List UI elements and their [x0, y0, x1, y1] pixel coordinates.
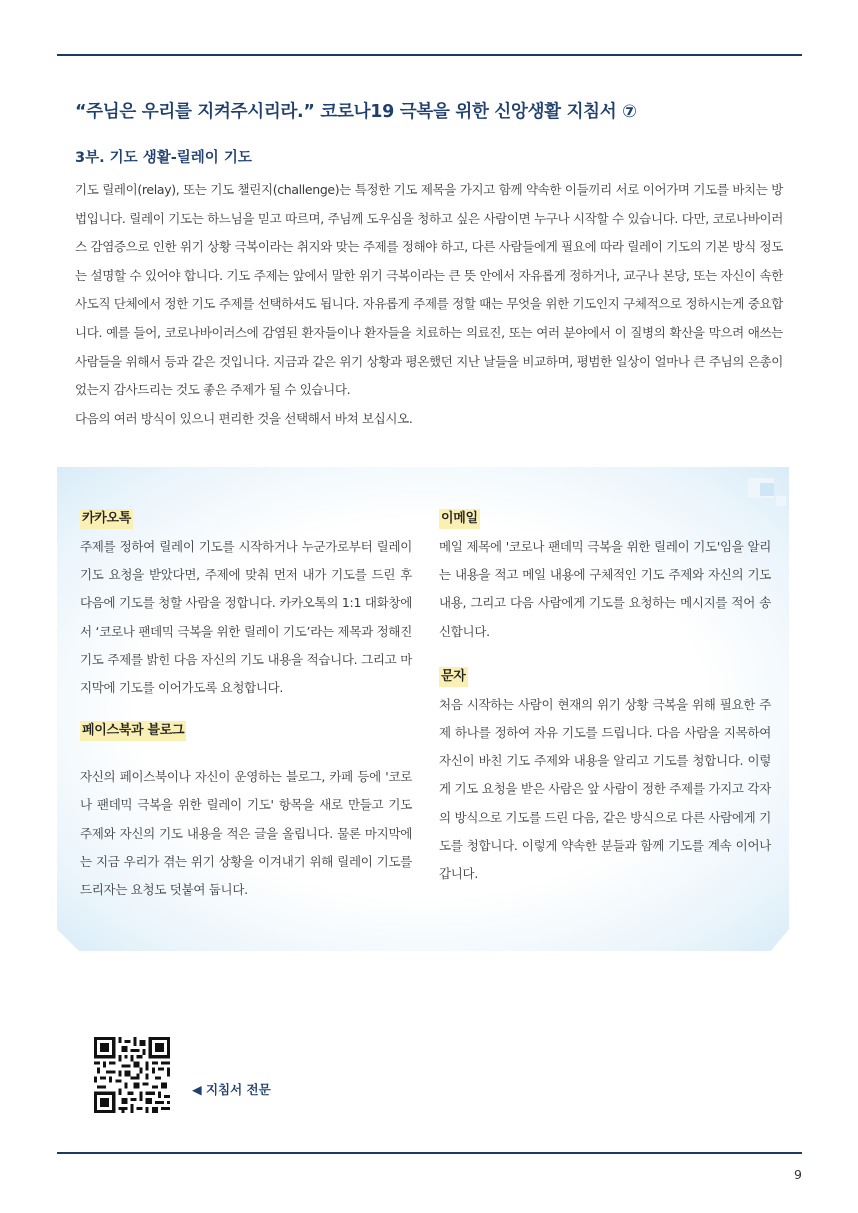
methods-right-column — [439, 504, 771, 888]
sms-body: 처음 시작하는 사람이 현재의 위기 상황 극복을 위해 필요한 주제 하나를 정하여 자유 기도를 드립니다. 다음 사람을 지목하여 자신이 바친 기도 주제와 내용을 알리고 기도를 청합니다. 이렇게 기도 요청을 받은 사람은 앞 사람이 정한 주제를 가지고 각자의 방식으로 기도를 드린 다음, 같은 방식으로 다른 사람에게 기도를 청합니다. 이렇게 약속한 분들과 함께 기도를 계속 이어나갑니다. — [439, 696, 771, 882]
panel-corner-decoration — [776, 496, 786, 506]
email-body: 메일 제목에 '코로나 팬데믹 극복을 위한 릴레이 기도'임을 알리는 내용을 적고 메일 내용에 구체적인 기도 주제와 자신의 기도 내용, 그리고 다음 사람에게 기도를 요청하는 메시지를 적어 송신합니다. — [439, 539, 771, 639]
panel-corner-decoration — [760, 483, 774, 496]
kakao-heading: 카카오톡 — [80, 509, 133, 529]
kakao-body: 주제를 정하여 릴레이 기도를 시작하거나 누군가로부터 릴레이 기도 요청을 받았다면, 주제에 맞춰 먼저 내가 기도를 드린 후 다음에 기도를 청할 사람을 정합니다. 카카오톡의 1:1 대화창에서 ‘코로나 팬데믹 극복을 위한 릴레이 기도’라는 제목과 정해진 기도 주제를 밝힌 다음 자신의 기도 내용을 적습니다. 그리고 마지막에 기도를 이어가도록 요청합니다. — [80, 539, 412, 696]
qr-code-label[interactable]: ◀ 지침서 전문 — [192, 1082, 271, 1097]
section-subtitle: 3부. 기도 생활-릴레이 기도 — [75, 150, 252, 166]
intro-paragraph: 기도 릴레이(relay), 또는 기도 챌린지(challenge)는 특정한 기도 제목을 가지고 함께 약속한 이들끼리 서로 이어가며 기도를 바치는 방법입니다. 릴레이 기도는 하느님을 믿고 따르며, 주님께 도우심을 청하고 싶은 사람이면 누구나 시작할 수 있습니다. 다만, 코로나바이러스 감염증으로 인한 위기 상황 극복이라는 취지와 맞는 주제를 정해야 하고, 다른 사람들에게 필요에 따라 릴레이 기도의 기본 방식 정도는 설명할 수 있어야 합니다. 기도 주제는 앞에서 말한 위기 극복이라는 큰 뜻 안에서 자유롭게 정하거나, 교구나 본당, 또는 자신이 속한 사도직 단체에서 정한 기도 주제를 선택하셔도 됩니다. 자유롭게 주제를 정할 때는 무엇을 위한 기도인지 구체적으로 정하시는게 중요합니다. 예를 들어, 코로나바이러스에 감염된 환자들이나 환자들을 치료하는 의료진, 또는 여러 분야에서 이 질병의 확산을 막으려 애쓰는 사람들을 위해서 등과 같은 것입니다. 지금과 같은 위기 상황과 평온했던 지난 날들을 비교하며, 평범한 일상이 얼마나 큰 주님의 은총이었는지 감사드리는 것도 좋은 주제가 될 수 있습니다. — [75, 182, 783, 398]
intro-text — [75, 176, 783, 433]
facebook-heading: 페이스북과 블로그 — [80, 721, 186, 741]
email-heading: 이메일 — [439, 509, 480, 529]
document-title: “주님은 우리를 지켜주시리라.” 코로나19 극복을 위한 신앙생활 지침서 ⑦ — [75, 102, 637, 122]
facebook-body: 자신의 페이스북이나 자신이 운영하는 블로그, 카페 등에 '코로나 팬데믹 극복을 위한 릴레이 기도' 항목을 새로 만들고 기도 주제와 자신의 기도 내용을 적은 글을 올립니다. 물론 마지막에는 지금 우리가 겪는 위기 상황을 이겨내기 위해 릴레이 기도를 드리자는 요청도 덧붙여 둡니다. — [80, 769, 412, 898]
bottom-rule — [57, 1152, 802, 1154]
top-rule — [57, 54, 802, 56]
methods-left-column — [80, 504, 412, 904]
page-number: 9 — [794, 1167, 802, 1182]
qr-code-icon[interactable] — [94, 1036, 170, 1114]
intro-closing: 다음의 여러 방식이 있으니 편리한 것을 선택해서 바쳐 보십시오. — [75, 410, 413, 426]
sms-heading: 문자 — [439, 667, 468, 687]
